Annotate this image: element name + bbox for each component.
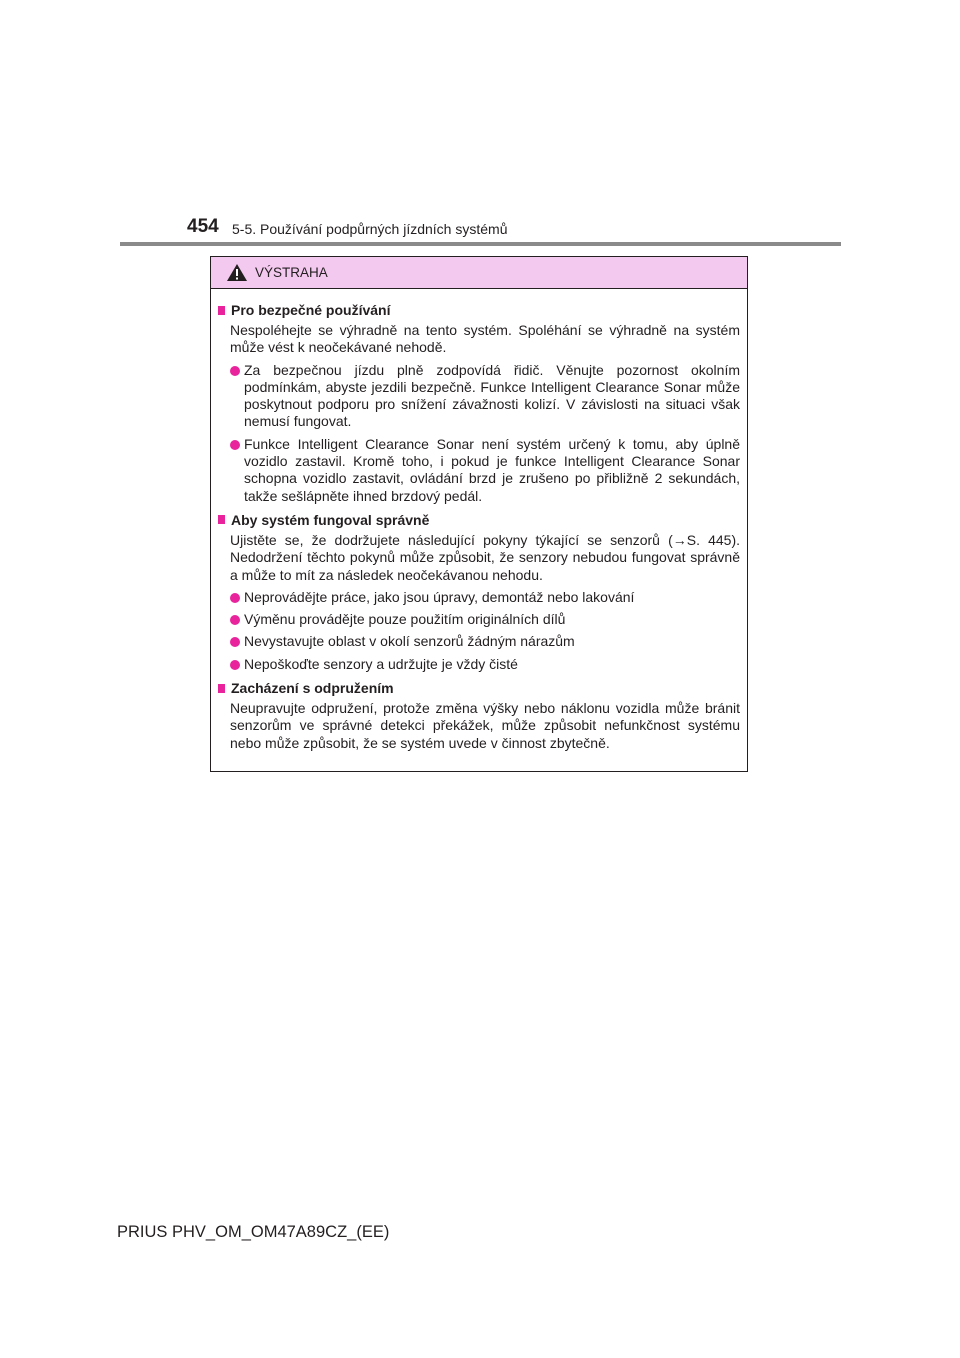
section-heading-text: Aby systém fungoval správně	[231, 511, 430, 528]
square-bullet-icon	[218, 306, 225, 315]
section-correct-function	[218, 510, 740, 673]
bullet-item	[230, 611, 740, 628]
bullet-text: Nevystavujte oblast v okolí senzorů žádným nárazům	[244, 633, 575, 650]
section-title: 5-5. Používání podpůrných jízdních systémů	[232, 221, 508, 237]
warning-box	[210, 256, 748, 772]
section-paragraph: Ujistěte se, že dodržujete následující pokyny týkající se senzorů (→S. 445). Nedodržení těchto pokynů může způsobit, že senzory nebudou fungovat správně a může to mít za následek neočekávanou nehodu.	[230, 531, 740, 583]
square-bullet-icon	[218, 515, 225, 524]
bullet-dot-icon	[230, 660, 240, 670]
bullet-item	[230, 362, 740, 431]
section-heading	[218, 510, 740, 530]
bullet-dot-icon	[230, 593, 240, 603]
section-heading	[218, 300, 740, 320]
section-heading-text: Zacházení s odpružením	[231, 680, 394, 697]
warning-title: VÝSTRAHA	[255, 265, 328, 280]
bullet-dot-icon	[230, 615, 240, 625]
bullet-text: Za bezpečnou jízdu plně zodpovídá řidič. Věnujte pozornost okolním podmínkám, abyste jezdili bezpečně. Funkce Intelligent Clearance Sonar může poskytnout podporu pro snížení závažnosti kolizí. V závislosti na situaci však nemusí fungovat.	[244, 361, 740, 430]
warning-header	[211, 257, 747, 289]
warning-body	[211, 289, 747, 752]
bullet-text: Výměnu provádějte pouze použitím originálních dílů	[244, 611, 566, 628]
header-rule	[120, 242, 841, 246]
bullet-item	[230, 633, 740, 650]
square-bullet-icon	[218, 684, 225, 693]
bullet-item	[230, 436, 740, 505]
section-paragraph: Nespoléhejte se výhradně na tento systém. Spoléhání se výhradně na systém může vést k neočekávané nehodě.	[230, 322, 740, 356]
bullet-item	[230, 656, 740, 673]
section-suspension	[218, 678, 740, 752]
bullet-dot-icon	[230, 366, 240, 376]
bullet-item	[230, 589, 740, 606]
bullet-dot-icon	[230, 637, 240, 647]
bullet-text: Nepoškoďte senzory a udržujte je vždy čisté	[244, 655, 518, 672]
section-heading	[218, 678, 740, 698]
document-code: PRIUS PHV_OM_OM47A89CZ_(EE)	[117, 1223, 390, 1241]
section-paragraph: Neupravujte odpružení, protože změna výšky nebo náklonu vozidla může bránit senzorům ve správné detekci překážek, může způsobit nefunkčnost systému nebo může způsobit, že se systém uvede v činnost zbytečně.	[230, 700, 740, 751]
bullet-text: Funkce Intelligent Clearance Sonar není systém určený k tomu, aby úplně vozidlo zastavil. Kromě toho, i pokud je funkce Intelligent Clearance Sonar schopna vozidlo zastavit, ovládání brzd je zrušeno po přibližně 2 sekundách, takže sešlápněte ihned brzdový pedál.	[244, 435, 740, 504]
section-safe-use	[218, 300, 740, 505]
bullet-text: Neprovádějte práce, jako jsou úpravy, demontáž nebo lakování	[244, 588, 635, 605]
bullet-dot-icon	[230, 440, 240, 450]
section-heading-text: Pro bezpečné používání	[231, 302, 391, 318]
page-number: 454	[187, 216, 219, 237]
warning-triangle-icon	[226, 263, 248, 282]
